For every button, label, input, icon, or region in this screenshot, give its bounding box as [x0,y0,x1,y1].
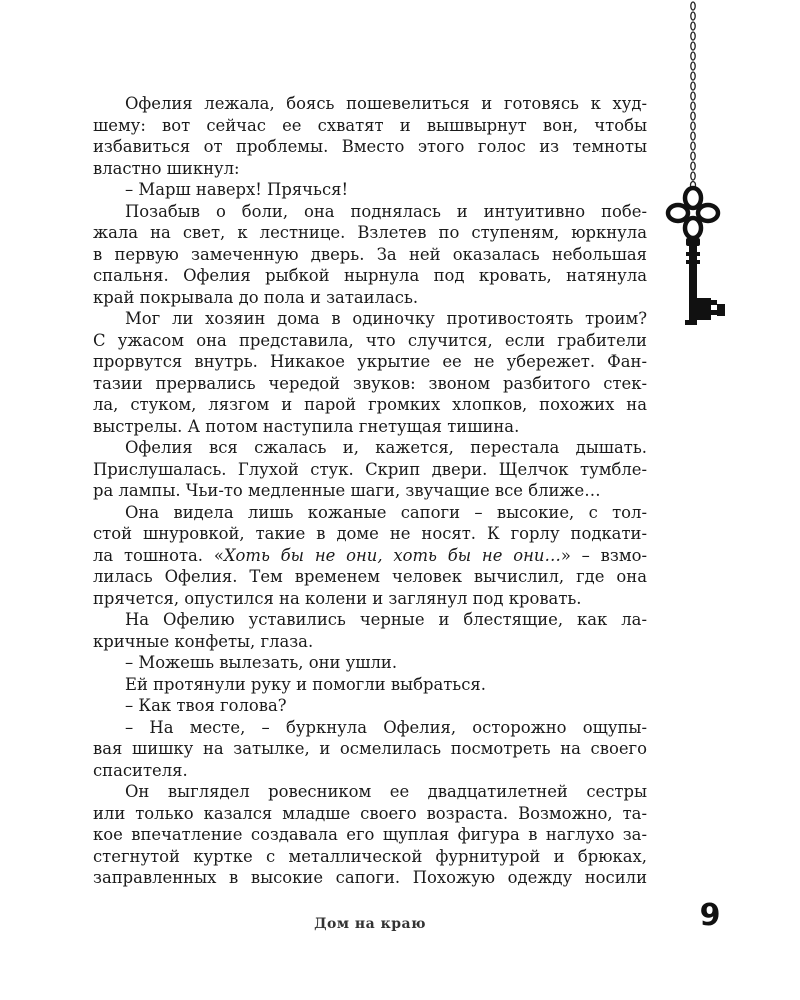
text-line: выстрелы. А потом наступила гнетущая тишина. [93,416,520,436]
text-segment: » – взмо- [560,545,647,565]
text-line: край покрывала до пола и затаилась. [93,287,419,307]
text-line: Он выглядел ровесником ее двадцатилетней сестры [125,782,647,801]
text-line: или только казался младше своего возраста. Возможно, та- [93,803,647,823]
text-line: лилась Офелия. Тем временем человек вычислил, где она [93,567,647,586]
key-bow [668,188,718,238]
text-segment: ла тошнота. « [93,545,224,565]
page-number: 9 [699,898,721,933]
text-line: шему: вот сейчас ее схватят и вышвырнут вон, чтобы [93,115,647,135]
text-line: Она видела лишь кожаные сапоги – высокие, с тол- [125,502,647,522]
text-line: стой шнуровкой, такие в доме не носят. К горлу подкати- [93,524,647,543]
text-line: спасителя. [93,760,188,780]
text-line: заправленных в высокие сапоги. Похожую одежду носили [93,868,647,887]
text-line: кое впечатление создавала его щуплая фигура в наглухо за- [93,825,647,844]
running-footer-title: Дом на краю [314,916,426,932]
text-line: Позабыв о боли, она поднялась и интуитивно побе- [125,201,647,221]
key-icon [655,0,745,330]
dialogue-line: – Как твоя голова? [125,696,287,715]
dialogue-line: – На месте, – буркнула Офелия, осторожно ощупы- [125,717,647,737]
text-line: Офелия лежала, боясь пошевелиться и готовясь к худ- [125,94,647,113]
text-line: Офелия вся сжалась и, кажется, перестала дышать. [125,438,647,457]
text-line: прорвутся внутрь. Никакое укрытие ее не убережет. Фан- [93,352,647,371]
text-line: ла, стуком, лязгом и парой громких хлопков, похожих на [93,395,647,414]
text-line: избавиться от проблемы. Вместо этого голос из темноты [93,137,647,156]
text-line: в первую замеченную дверь. За ней оказалась небольшая [93,244,647,264]
text-line: Ей протянули руку и помогли выбраться. [125,674,486,694]
text-line: властно шикнул: [93,158,240,178]
key-shaft [685,238,725,325]
italic-quote: Хоть бы не они, хоть бы не они… [223,545,561,565]
text-line [93,545,647,567]
text-line: спальня. Офелия рыбкой нырнула под кровать, натянула [93,266,647,285]
text-line: тазии прервались чередой звуков: звоном разбитого стек- [93,373,647,393]
text-line: вая шишку на затылке, и осмелилась посмотреть на своего [93,739,647,758]
text-line: жала на свет, к лестнице. Взлетев по ступеням, юркнула [93,223,647,242]
chain [691,2,696,189]
dialogue-line: – Марш наверх! Прячься! [125,180,349,199]
text-line: ра лампы. Чьи-то медленные шаги, звучащие все ближе… [93,481,601,500]
text-line: Прислушалась. Глухой стук. Скрип двери. Щелчок тумбле- [93,459,647,479]
text-line: кричные конфеты, глаза. [93,631,314,651]
text-line: стегнутой куртке с металлической фурнитурой и брюках, [93,846,647,866]
dialogue-line: – Можешь вылезать, они ушли. [125,653,398,672]
text-line: Мог ли хозяин дома в одиночку противостоять троим? [125,309,647,328]
body-text [93,93,647,889]
text-line: С ужасом она представила, что случится, если грабители [93,330,647,350]
text-line: прячется, опустился на колени и заглянул под кровать. [93,588,582,608]
text-line: На Офелию уставились черные и блестящие, как ла- [125,610,647,629]
